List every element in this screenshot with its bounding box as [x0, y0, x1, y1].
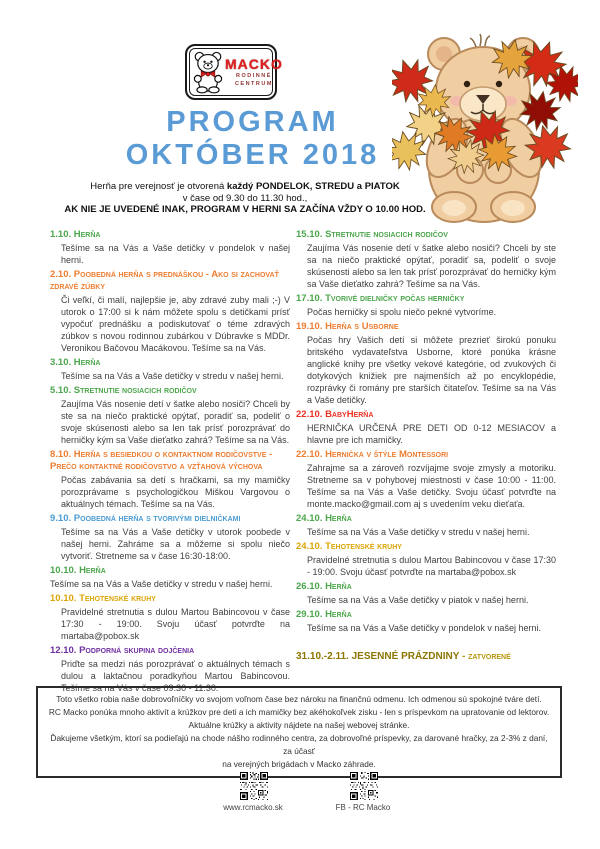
program-item-heading — [296, 293, 556, 305]
program-item — [296, 541, 556, 578]
program-item-date: 3.10. — [50, 357, 72, 368]
program-item-heading — [296, 229, 556, 241]
program-item-heading — [50, 357, 290, 369]
program-item-title: Herňa — [325, 609, 352, 620]
closing-suffix: - zatvorené — [462, 651, 511, 662]
program-item-body: Tešíme sa na Vás a Vaše detičky v pondelok v našej herni. — [61, 243, 290, 265]
program-item — [296, 229, 556, 290]
program-item-title: Tehotenské kruhy — [325, 541, 402, 552]
program-item-title: Tehotenské kruhy — [79, 593, 156, 604]
program-item-title: Stretnutie nosiacich rodičov — [325, 229, 448, 240]
program-item-date: 10.10. — [50, 565, 77, 576]
program-item-date: 24.10. — [296, 541, 323, 552]
program-item-heading — [50, 645, 290, 657]
program-item — [296, 581, 556, 606]
program-item-heading — [296, 321, 556, 333]
program-item-date: 10.10. — [50, 593, 77, 604]
program-item-body: Tešíme sa na Vás a Vaše detičky v stredu v našej herni. — [307, 527, 530, 537]
qr-code-facebook — [350, 772, 378, 800]
program-item-heading — [296, 541, 556, 553]
program-item-date: 5.10. — [50, 385, 72, 396]
program-item — [296, 513, 556, 538]
program-item — [50, 385, 290, 446]
intro-line-2: v čase od 9.30 do 11.30 hod., — [182, 192, 308, 204]
program-item-body: Tešíme sa na Vás a Vaše detičky v utorok poobede v našej herni. Zahráme sa a môžeme si spolu niečo vytvoriť. Stretneme sa v čase 16:30-18:00. — [61, 527, 290, 561]
program-item — [50, 593, 290, 642]
program-item-body: Pravidelné stretnutia s dulou Martou Babincovou v čase 17:30 - 19:00. Svoju účasť potvrďte na martaba@pobox.sk — [307, 555, 556, 577]
program-item-body: HERNIČKA URČENÁ PRE DETI OD 0-12 MESIACOV a hlavne pre ich mamičky. — [307, 423, 556, 445]
program-item-body: Zahrajme sa a zároveň rozvíjajme svoje zmysly a motoriku. Stretneme sa v pohybovej miestnosti v čase 10:00 - 11:00. Tešíme sa na Vás a Vaše detičky. Svoju účasť potvrďte na monte.macko@gmail.com aj s uvedením veku dieťaťa. — [307, 463, 556, 509]
program-item-date: 15.10. — [296, 229, 323, 240]
program-item-title: Herňa — [79, 565, 106, 576]
program-item-heading — [50, 229, 290, 241]
program-item-date: 12.10. — [50, 645, 77, 656]
volunteers-note-box — [36, 686, 562, 778]
program-item-title: Herňa — [73, 229, 101, 240]
program-item-heading — [296, 581, 556, 593]
program-item-title: Poobedná herňa s tvorivými dielničkami — [73, 513, 241, 524]
program-item — [50, 513, 290, 562]
program-item-body: Zaujíma Vás nosenie detí v šatke alebo nosiči? Chceli by ste sa na niečo praktické opýtať, poradiť sa, podeliť o svoje skúsenosti alebo sa len tak prísť porozprávať do herničky kým sa Vaše dieťatko zahrá? Tešíme sa na Vás. — [61, 399, 290, 445]
program-item-heading — [296, 409, 556, 421]
program-item-heading — [50, 513, 290, 525]
program-item-date: 29.10. — [296, 609, 323, 620]
program-item-title: Tvorivé dielničky počas herničky — [325, 293, 465, 304]
program-item-date: 24.10. — [296, 513, 323, 524]
program-item-heading — [50, 565, 290, 577]
program-item-title: Poobedná herňa s prednáškou - Ako si zachovať zdravé zúbky — [50, 269, 279, 292]
program-item-body: Zaujíma Vás nosenie detí v šatke alebo nosiči? Chceli by ste sa na niečo praktické opýtať, poradiť sa, podeliť o svoje skúsenosti alebo sa len tak prísť porozprávať do herničky kým sa Vaše dieťatko zahrá? Tešíme sa na Vás. — [307, 243, 556, 289]
program-item — [50, 449, 290, 510]
closing-title: JESENNÉ PRÁZDNINY — [351, 651, 460, 662]
program-item-body: Počas zabávania sa detí s hračkami, sa my mamičky porozprávame s psychologičkou Miškou Vargovou o aktuálnych témach. Tešíme sa na Vás. — [61, 475, 290, 509]
program-item-date: 22.10. — [296, 409, 323, 420]
page-title-line2: OKTÓBER 2018 — [125, 139, 380, 171]
program-item-heading — [50, 269, 290, 293]
program-item — [50, 229, 290, 266]
intro-line1-bold: každý PONDELOK, STREDU a PIATOK — [226, 181, 400, 192]
program-item — [296, 321, 556, 406]
logo-teddy-bear-icon — [191, 49, 225, 95]
program-item-date: 8.10. — [50, 449, 72, 460]
program-item-heading — [50, 593, 290, 605]
program-item-body: Počas hry Vašich detí si môžete prezrieť širokú ponuku britského vydavateľstva Usborne, ktoré ponúka krásne anglické knihy pre všetky vekové kategórie, od zvukových či dotykových knižiek pre najmenších až po encyklopédie, rozprávky či romány pre starších čitateľov. Tešíme sa na Vás a Vaše detičky. — [307, 335, 556, 405]
logo-name: MACKO — [225, 55, 283, 72]
footer-line: RC Macko ponúka mnoho aktivít a krúžkov pre deti a ich mamičky bez akéhokoľvek zisku - len s príspevkom na upratovanie od lektorov. — [48, 707, 550, 717]
program-item-date: 1.10. — [50, 229, 72, 240]
logo-subtitle-2: CENTRUM — [234, 81, 273, 87]
program-column-left — [50, 229, 290, 697]
program-item-title: Hernička v štýle Montessori — [325, 449, 449, 460]
qr-code-website — [240, 772, 268, 800]
logo-text — [225, 57, 283, 88]
program-item-date: 19.10. — [296, 321, 323, 332]
footer-line: na verejných brigádach v Macko záhrade. — [222, 759, 376, 769]
footer-line: Ďakujeme všetkým, ktorí sa podieľajú na chode nášho rodinného centra, za dobrovoľné príspevky, za darované hračky, za 2-3% z daní, za účasť — [50, 733, 548, 756]
intro-line-3: AK NIE JE UVEDENÉ INAK, PROGRAM V HERNI SA ZAČÍNA VŽDY O 10.00 HOD. — [64, 204, 426, 215]
qr-website-label: www.rcmacko.sk — [223, 803, 283, 812]
closing-date-range: 31.10.-2.11. — [296, 651, 349, 662]
program-item-date: 9.10. — [50, 513, 72, 524]
program-item-body: Tešíme sa na Vás a Vaše detičky v stredu v našej herni. — [50, 579, 273, 589]
program-item-title: Herňa s besiedkou o kontaktnom rodičovstve - Prečo kontaktné rodičovstvo a vzťahová výchova — [50, 449, 273, 472]
program-item-date: 22.10. — [296, 449, 323, 460]
program-item-title: Stretnutie nosiacich rodičov — [73, 385, 197, 396]
opening-hours-intro — [20, 181, 470, 216]
program-item-body: Tešíme sa na Vás a Vaše detičky v piatok v našej herni. — [307, 595, 529, 605]
program-item — [296, 293, 556, 318]
program-item-date: 17.10. — [296, 293, 323, 304]
program-item-title: BabyHerňa — [325, 409, 374, 420]
intro-line1-normal: Herňa pre verejnosť je otvorená — [90, 181, 227, 192]
macko-logo — [185, 44, 283, 100]
program-item — [296, 609, 556, 634]
program-item-body: Pravidelné stretnutia s dulou Martou Babincovou v čase 17:30 - 19:00. Svoju účasť potvrďte na martaba@pobox.sk — [61, 607, 290, 641]
program-item-date: 26.10. — [296, 581, 323, 592]
program-item-body: Počas herničky si spolu niečo pekné vytvoríme. — [307, 307, 497, 317]
program-item-body: Tešíme sa na Vás a Vaše detičky v pondelok v našej herni. — [307, 623, 541, 633]
program-item-title: Podporná skupina dojčenia — [79, 645, 195, 656]
logo-subtitle-1: RODINNÉ — [236, 72, 272, 79]
program-item — [50, 357, 290, 382]
program-column-right-items — [296, 229, 556, 634]
program-column-right — [296, 229, 556, 697]
program-item — [50, 565, 290, 590]
program-item — [50, 269, 290, 354]
program-item — [296, 449, 556, 510]
program-item-title: Herňa — [73, 357, 101, 368]
program-item-title: Herňa — [325, 513, 352, 524]
footer-line: Toto všetko robia naše dobrovoľníčky vo svojom voľnom čase bez nároku na finančnú odmenu. Ich odmenou sú spokojné tváre detí. — [56, 694, 542, 704]
program-item-heading — [296, 513, 556, 525]
program-item-heading — [50, 449, 290, 473]
program-item-title: Herňa — [325, 581, 352, 592]
program-item-heading — [296, 449, 556, 461]
footer-line: Aktuálne krúžky a aktivity nájdete na našej webovej stránke. — [188, 720, 410, 730]
intro-line-1 — [20, 181, 470, 193]
program-item-heading — [50, 385, 290, 397]
page-title-line1: PROGRAM — [166, 106, 339, 138]
program-item-body: Či veľkí, či malí, najlepšie je, aby zdravé zuby mali ;-) V utorok o 17:00 si k nám môžete spolu s detičkami prísť vypočuť prednášku a podiskutovať o téme zdravých zúbkov s novou rodinnou zubárkou v Dúbravke s MDDr. Veronikou Bačovou Macákovou. Tešíme sa na Vás. — [61, 295, 290, 353]
program-item-date: 2.10. — [50, 269, 72, 280]
program-item-title: Herňa s Usborne — [325, 321, 399, 332]
qr-facebook-label: FB - RC Macko — [335, 803, 391, 812]
program-item-heading — [296, 609, 556, 621]
program-item-body: Tešíme sa na Vás a Vaše detičky v stredu v našej herni. — [61, 371, 284, 381]
program-columns — [50, 229, 556, 697]
program-item-body: Priďte sa medzi nás porozprávať o aktuálnych témach s dulou a laktačnou poradkyňou Martou Babincovou. Tešíme sa na Vás v čase 09:30 - 11:30. — [61, 659, 290, 693]
program-item — [296, 409, 556, 446]
closing-line — [296, 650, 556, 663]
